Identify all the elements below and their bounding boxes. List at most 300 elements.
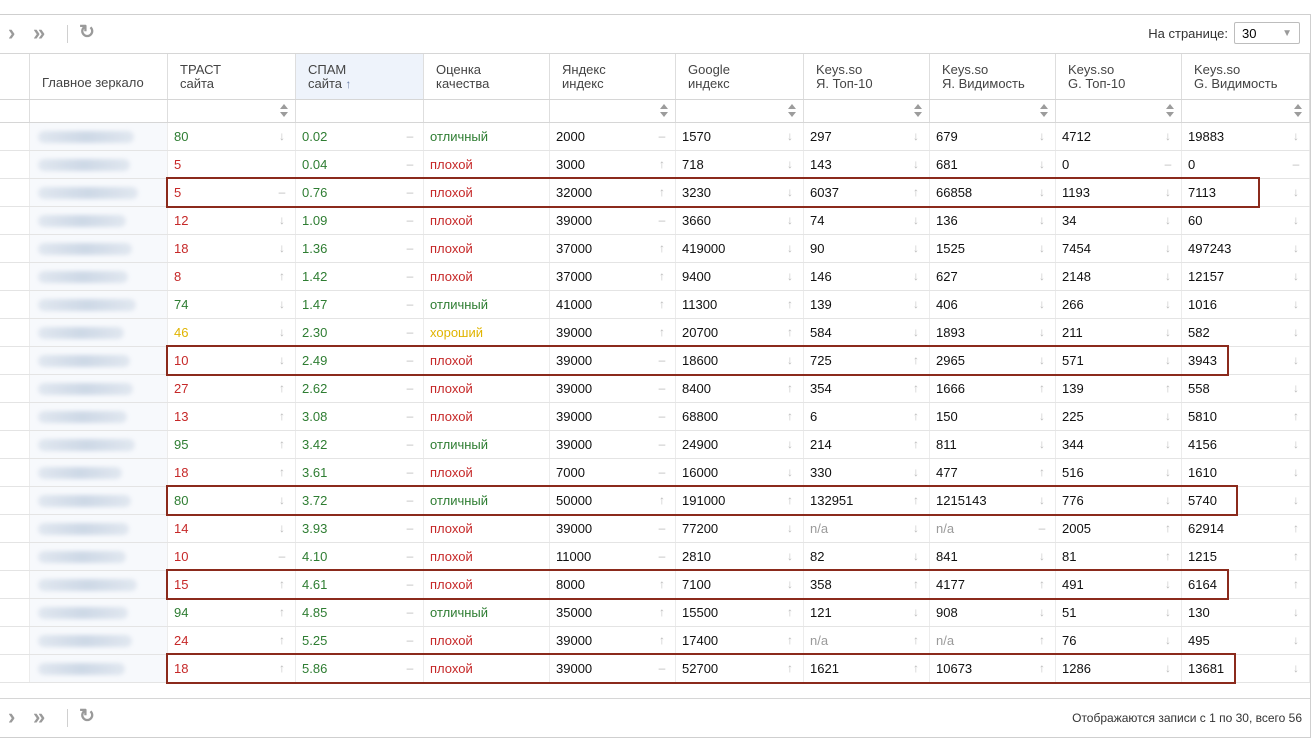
trend-down-icon: ↓ bbox=[1165, 493, 1171, 507]
double-chevron-right-icon[interactable]: » bbox=[33, 20, 46, 45]
cell-value: 37000 bbox=[556, 269, 593, 284]
redacted-domain bbox=[38, 439, 135, 451]
cell-yi bbox=[550, 515, 676, 542]
trend-down-icon: ↓ bbox=[1039, 185, 1045, 199]
cell-value: 6037 bbox=[810, 185, 839, 200]
cell-value: 1193 bbox=[1062, 185, 1090, 200]
cell-yi bbox=[550, 179, 676, 206]
filter-input-gt[interactable] bbox=[1056, 100, 1182, 122]
header-line-1: ТРАСТ bbox=[180, 62, 222, 77]
cell-spam bbox=[296, 515, 424, 542]
table-row[interactable] bbox=[0, 431, 1310, 459]
cell-gi bbox=[676, 543, 804, 570]
trend-down-icon: ↓ bbox=[1039, 353, 1045, 367]
trend-down-icon: ↓ bbox=[787, 577, 793, 591]
cell-value: 82 bbox=[810, 549, 825, 564]
column-header-gi[interactable] bbox=[676, 54, 804, 99]
cell-value: 52700 bbox=[682, 661, 719, 676]
trend-down-icon: ↓ bbox=[1039, 325, 1045, 339]
cell-yt bbox=[804, 459, 930, 486]
cell-value: 39000 bbox=[556, 437, 593, 452]
trend-down-icon: ↓ bbox=[787, 465, 793, 479]
table-row[interactable] bbox=[0, 235, 1310, 263]
cell-value: 354 bbox=[810, 381, 832, 396]
trend-up-icon: ↑ bbox=[787, 493, 793, 507]
cell-gt bbox=[1056, 151, 1182, 178]
cell-qual bbox=[424, 515, 550, 542]
trend-down-icon: ↓ bbox=[1293, 213, 1299, 227]
trend-up-icon: ↑ bbox=[659, 157, 665, 171]
trend-flat-icon: – bbox=[406, 633, 414, 647]
column-header-qual[interactable] bbox=[424, 54, 550, 99]
cell-qual bbox=[424, 123, 550, 150]
cell-gi bbox=[676, 151, 804, 178]
trend-flat-icon: – bbox=[658, 409, 666, 423]
cell-value: 74 bbox=[810, 213, 825, 228]
cell-gi bbox=[676, 655, 804, 682]
trend-flat-icon: – bbox=[406, 521, 414, 535]
table-row[interactable] bbox=[0, 627, 1310, 655]
cell-gv bbox=[1182, 263, 1310, 290]
cell-value: 558 bbox=[1188, 381, 1210, 396]
trend-up-icon: ↑ bbox=[1165, 549, 1171, 563]
row-stub bbox=[0, 403, 30, 430]
column-header-spam[interactable] bbox=[296, 54, 424, 99]
cell-gt bbox=[1056, 515, 1182, 542]
cell-value: 225 bbox=[1062, 409, 1084, 424]
table-row[interactable] bbox=[0, 655, 1310, 683]
trend-up-icon: ↑ bbox=[913, 353, 919, 367]
cell-gt bbox=[1056, 291, 1182, 318]
trend-down-icon: ↓ bbox=[1293, 465, 1299, 479]
redacted-domain bbox=[38, 635, 132, 647]
cell-gt bbox=[1056, 263, 1182, 290]
double-chevron-right-icon[interactable]: » bbox=[33, 704, 46, 729]
per-page-value: 30 bbox=[1242, 25, 1257, 41]
table-row[interactable] bbox=[0, 515, 1310, 543]
header-line-2 bbox=[816, 77, 929, 91]
cell-gi bbox=[676, 123, 804, 150]
cell-yi bbox=[550, 347, 676, 374]
trend-down-icon: ↓ bbox=[787, 353, 793, 367]
trend-down-icon: ↓ bbox=[1039, 297, 1045, 311]
cell-value: 8000 bbox=[556, 577, 585, 592]
trend-up-icon: ↑ bbox=[787, 381, 793, 395]
sort-spinner-icon[interactable] bbox=[1294, 104, 1302, 117]
cell-value: 32000 bbox=[556, 185, 593, 200]
header-label: Я. Топ-10 bbox=[816, 76, 873, 91]
trend-down-icon: ↓ bbox=[913, 297, 919, 311]
cell-spam bbox=[296, 123, 424, 150]
trend-up-icon: ↑ bbox=[659, 633, 665, 647]
trend-down-icon: ↓ bbox=[787, 241, 793, 255]
table-row[interactable] bbox=[0, 291, 1310, 319]
cell-yt bbox=[804, 375, 930, 402]
cell-yt bbox=[804, 543, 930, 570]
trend-down-icon: ↓ bbox=[787, 549, 793, 563]
refresh-icon[interactable]: ↻ bbox=[79, 706, 95, 727]
trend-down-icon: ↓ bbox=[1293, 437, 1299, 451]
mirror-cell-blurred bbox=[30, 571, 168, 598]
cell-value: 146 bbox=[810, 269, 832, 284]
cell-value: 516 bbox=[1062, 465, 1084, 480]
cell-gt bbox=[1056, 207, 1182, 234]
cell-value: плохой bbox=[430, 465, 473, 480]
filter-input-gv[interactable] bbox=[1182, 100, 1310, 122]
cell-value: плохой bbox=[430, 633, 473, 648]
trend-down-icon: ↓ bbox=[1293, 185, 1299, 199]
sort-spinner-icon[interactable] bbox=[788, 104, 796, 117]
cell-value: 19883 bbox=[1188, 129, 1225, 144]
trend-flat-icon: – bbox=[658, 521, 666, 535]
redacted-domain bbox=[38, 271, 128, 283]
trend-down-icon: ↓ bbox=[1293, 325, 1299, 339]
table-row[interactable] bbox=[0, 375, 1310, 403]
refresh-icon[interactable]: ↻ bbox=[79, 22, 95, 43]
cell-value: 841 bbox=[936, 549, 958, 564]
cell-gi bbox=[676, 347, 804, 374]
cell-yv bbox=[930, 403, 1056, 430]
header-line-2 bbox=[1068, 77, 1181, 91]
trend-down-icon: ↓ bbox=[279, 297, 285, 311]
cell-value: 776 bbox=[1062, 493, 1084, 508]
per-page-control bbox=[1148, 22, 1300, 44]
cell-value: 51 bbox=[1062, 605, 1077, 620]
table-row[interactable] bbox=[0, 123, 1310, 151]
trend-down-icon: ↓ bbox=[279, 129, 285, 143]
trend-down-icon: ↓ bbox=[787, 213, 793, 227]
cell-value: 7100 bbox=[682, 577, 711, 592]
top-toolbar bbox=[0, 15, 1310, 54]
cell-value: 14 bbox=[174, 521, 189, 536]
cell-value: 7000 bbox=[556, 465, 585, 480]
cell-value: 3660 bbox=[682, 213, 711, 228]
cell-yi bbox=[550, 207, 676, 234]
cell-spam bbox=[296, 291, 424, 318]
column-header-yt[interactable] bbox=[804, 54, 930, 99]
trend-down-icon: ↓ bbox=[1039, 241, 1045, 255]
column-header-yi[interactable] bbox=[550, 54, 676, 99]
trend-down-icon: ↓ bbox=[1165, 269, 1171, 283]
cell-spam bbox=[296, 655, 424, 682]
cell-value: 39000 bbox=[556, 325, 593, 340]
table-row[interactable] bbox=[0, 571, 1310, 599]
table-row[interactable] bbox=[0, 543, 1310, 571]
trend-down-icon: ↓ bbox=[279, 521, 285, 535]
cell-yv bbox=[930, 515, 1056, 542]
trend-down-icon: ↓ bbox=[1293, 353, 1299, 367]
column-header-gt[interactable] bbox=[1056, 54, 1182, 99]
cell-value: хороший bbox=[430, 325, 483, 340]
trend-down-icon: ↓ bbox=[1293, 493, 1299, 507]
cell-value: 15500 bbox=[682, 605, 719, 620]
chevron-right-icon[interactable]: › bbox=[8, 20, 16, 45]
cell-value: 681 bbox=[936, 157, 958, 172]
cell-yv bbox=[930, 207, 1056, 234]
row-stub bbox=[0, 347, 30, 374]
cell-value: 12157 bbox=[1188, 269, 1225, 284]
cell-gv bbox=[1182, 487, 1310, 514]
trend-up-icon: ↑ bbox=[659, 325, 665, 339]
trend-down-icon: ↓ bbox=[913, 605, 919, 619]
cell-value: n/a bbox=[810, 521, 829, 536]
cell-value: 24 bbox=[174, 633, 189, 648]
cell-value: отличный bbox=[430, 493, 489, 508]
cell-value: 39000 bbox=[556, 381, 593, 396]
table-row[interactable] bbox=[0, 207, 1310, 235]
filter-input-gi[interactable] bbox=[676, 100, 804, 122]
table-row[interactable] bbox=[0, 459, 1310, 487]
cell-spam bbox=[296, 459, 424, 486]
cell-value: 811 bbox=[936, 437, 957, 452]
cell-yt bbox=[804, 487, 930, 514]
table-row[interactable] bbox=[0, 347, 1310, 375]
cell-trust bbox=[168, 319, 296, 346]
table-row[interactable] bbox=[0, 599, 1310, 627]
cell-gt bbox=[1056, 123, 1182, 150]
trend-up-icon: ↑ bbox=[787, 409, 793, 423]
trend-flat-icon: – bbox=[278, 185, 286, 199]
sort-spinner-icon[interactable] bbox=[660, 104, 668, 117]
trend-up-icon: ↑ bbox=[279, 409, 285, 423]
filter-input-yi[interactable] bbox=[550, 100, 676, 122]
trend-down-icon: ↓ bbox=[1165, 409, 1171, 423]
cell-yv bbox=[930, 347, 1056, 374]
cell-value: 80 bbox=[174, 129, 189, 144]
cell-value: 4156 bbox=[1188, 437, 1217, 452]
table-row[interactable] bbox=[0, 319, 1310, 347]
cell-value: 139 bbox=[810, 297, 832, 312]
cell-gv bbox=[1182, 319, 1310, 346]
trend-up-icon: ↑ bbox=[913, 633, 919, 647]
trend-flat-icon: – bbox=[406, 549, 414, 563]
row-stub bbox=[0, 263, 30, 290]
cell-gi bbox=[676, 375, 804, 402]
cell-qual bbox=[424, 459, 550, 486]
cell-value: 5.86 bbox=[302, 661, 328, 676]
trend-flat-icon: – bbox=[406, 577, 414, 591]
trend-up-icon: ↑ bbox=[659, 493, 665, 507]
cell-spam bbox=[296, 627, 424, 654]
trend-up-icon: ↑ bbox=[787, 605, 793, 619]
cell-yi bbox=[550, 571, 676, 598]
cell-value: 60 bbox=[1188, 213, 1203, 228]
trend-up-icon: ↑ bbox=[913, 577, 919, 591]
cell-value: 62914 bbox=[1188, 521, 1225, 536]
header-label: Я. Видимость bbox=[942, 76, 1025, 91]
trend-up-icon: ↑ bbox=[279, 437, 285, 451]
row-stub bbox=[0, 291, 30, 318]
cell-gv bbox=[1182, 123, 1310, 150]
cell-trust bbox=[168, 375, 296, 402]
trend-up-icon: ↑ bbox=[1039, 633, 1045, 647]
cell-qual bbox=[424, 347, 550, 374]
filter-input-mirror[interactable] bbox=[30, 100, 168, 122]
trend-down-icon: ↓ bbox=[1039, 157, 1045, 171]
trend-flat-icon: – bbox=[658, 549, 666, 563]
cell-trust bbox=[168, 459, 296, 486]
cell-value: плохой bbox=[430, 577, 473, 592]
chevron-right-icon[interactable]: › bbox=[8, 704, 16, 729]
cell-value: 39000 bbox=[556, 661, 593, 676]
cell-yi bbox=[550, 123, 676, 150]
sort-spinner-icon[interactable] bbox=[1040, 104, 1048, 117]
cell-gi bbox=[676, 627, 804, 654]
cell-gi bbox=[676, 431, 804, 458]
trend-down-icon: ↓ bbox=[787, 521, 793, 535]
cell-value: 584 bbox=[810, 325, 832, 340]
trend-down-icon: ↓ bbox=[1293, 633, 1299, 647]
header-line-2 bbox=[436, 77, 549, 91]
filter-row bbox=[0, 100, 1310, 123]
cell-value: 0.76 bbox=[302, 185, 328, 200]
table-row[interactable] bbox=[0, 487, 1310, 515]
cell-qual bbox=[424, 571, 550, 598]
cell-value: 5740 bbox=[1188, 493, 1217, 508]
column-header-gv[interactable] bbox=[1182, 54, 1310, 99]
trend-flat-icon: – bbox=[406, 409, 414, 423]
cell-value: 330 bbox=[810, 465, 832, 480]
trend-flat-icon: – bbox=[406, 157, 414, 171]
trend-up-icon: ↑ bbox=[279, 633, 285, 647]
trend-up-icon: ↑ bbox=[1293, 521, 1299, 535]
cell-value: плохой bbox=[430, 269, 473, 284]
trend-flat-icon: – bbox=[658, 129, 666, 143]
cell-value: 718 bbox=[682, 157, 704, 172]
header-line-2 bbox=[180, 77, 295, 91]
cell-value: 5810 bbox=[1188, 409, 1217, 424]
table-row[interactable] bbox=[0, 179, 1310, 207]
cell-qual bbox=[424, 627, 550, 654]
cell-yt bbox=[804, 319, 930, 346]
cell-value: 477 bbox=[936, 465, 958, 480]
trend-down-icon: ↓ bbox=[1165, 325, 1171, 339]
table-row[interactable] bbox=[0, 263, 1310, 291]
trend-down-icon: ↓ bbox=[787, 129, 793, 143]
trend-down-icon: ↓ bbox=[1039, 269, 1045, 283]
cell-yt bbox=[804, 515, 930, 542]
cell-value: 10 bbox=[174, 353, 189, 368]
column-header-yv[interactable] bbox=[930, 54, 1056, 99]
cell-trust bbox=[168, 543, 296, 570]
mirror-cell-blurred bbox=[30, 599, 168, 626]
cell-gv bbox=[1182, 375, 1310, 402]
cell-gi bbox=[676, 207, 804, 234]
cell-value: 3.72 bbox=[302, 493, 328, 508]
table-row[interactable] bbox=[0, 151, 1310, 179]
cell-qual bbox=[424, 431, 550, 458]
cell-value: 3.61 bbox=[302, 465, 328, 480]
cell-value: 1.36 bbox=[302, 241, 328, 256]
cell-value: 358 bbox=[810, 577, 832, 592]
cell-trust bbox=[168, 403, 296, 430]
filter-input-spam[interactable] bbox=[296, 100, 424, 122]
cell-value: 39000 bbox=[556, 633, 593, 648]
trend-flat-icon: – bbox=[1164, 157, 1172, 171]
cell-value: 80 bbox=[174, 493, 189, 508]
cell-value: 582 bbox=[1188, 325, 1210, 340]
filter-input-yv[interactable] bbox=[930, 100, 1056, 122]
cell-gi bbox=[676, 487, 804, 514]
header-line-2 bbox=[688, 77, 803, 91]
trend-up-icon: ↑ bbox=[1293, 549, 1299, 563]
cell-value: 90 bbox=[810, 241, 825, 256]
cell-value: 4.85 bbox=[302, 605, 328, 620]
cell-value: 1286 bbox=[1062, 661, 1091, 676]
trend-up-icon: ↑ bbox=[659, 577, 665, 591]
cell-value: 2.62 bbox=[302, 381, 328, 396]
trend-up-icon: ↑ bbox=[279, 465, 285, 479]
header-line-2 bbox=[562, 77, 675, 91]
cell-trust bbox=[168, 179, 296, 206]
sort-ascending-icon[interactable]: ↑ bbox=[342, 77, 352, 91]
trend-down-icon: ↓ bbox=[1039, 605, 1045, 619]
trend-down-icon: ↓ bbox=[1039, 129, 1045, 143]
column-header-mirror[interactable] bbox=[30, 54, 168, 99]
mirror-cell-blurred bbox=[30, 151, 168, 178]
trend-up-icon: ↑ bbox=[913, 409, 919, 423]
trend-up-icon: ↑ bbox=[913, 185, 919, 199]
cell-value: 1.42 bbox=[302, 269, 328, 284]
redacted-domain bbox=[38, 327, 124, 339]
trend-flat-icon: – bbox=[1292, 157, 1300, 171]
trend-down-icon: ↓ bbox=[913, 325, 919, 339]
cell-value: 1610 bbox=[1188, 465, 1217, 480]
sort-spinner-icon[interactable] bbox=[1166, 104, 1174, 117]
cell-value: 150 bbox=[936, 409, 958, 424]
column-header-trust[interactable] bbox=[168, 54, 296, 99]
mirror-cell-blurred bbox=[30, 459, 168, 486]
trend-flat-icon: – bbox=[406, 493, 414, 507]
cell-value: 66858 bbox=[936, 185, 973, 200]
filter-input-trust[interactable] bbox=[168, 100, 296, 122]
cell-value: 0.02 bbox=[302, 129, 328, 144]
trend-flat-icon: – bbox=[658, 353, 666, 367]
trend-down-icon: ↓ bbox=[1293, 129, 1299, 143]
cell-value: 136 bbox=[936, 213, 958, 228]
cell-value: 39000 bbox=[556, 521, 593, 536]
trend-down-icon: ↓ bbox=[1165, 661, 1171, 675]
cell-gt bbox=[1056, 571, 1182, 598]
cell-value: 3.42 bbox=[302, 437, 328, 452]
cell-yv bbox=[930, 319, 1056, 346]
header-line-1: Keys.so bbox=[1194, 62, 1241, 77]
cell-value: 41000 bbox=[556, 297, 593, 312]
filter-input-yt[interactable] bbox=[804, 100, 930, 122]
header-row bbox=[0, 54, 1310, 100]
cell-value: 15 bbox=[174, 577, 189, 592]
trend-down-icon: ↓ bbox=[279, 241, 285, 255]
trend-down-icon: ↓ bbox=[913, 269, 919, 283]
trend-down-icon: ↓ bbox=[787, 437, 793, 451]
trend-down-icon: ↓ bbox=[913, 129, 919, 143]
cell-yv bbox=[930, 655, 1056, 682]
cell-gi bbox=[676, 599, 804, 626]
header-line-2 bbox=[942, 77, 1055, 91]
cell-value: плохой bbox=[430, 549, 473, 564]
filter-input-qual[interactable] bbox=[424, 100, 550, 122]
cell-value: 571 bbox=[1062, 353, 1084, 368]
cell-gi bbox=[676, 403, 804, 430]
table-row[interactable] bbox=[0, 403, 1310, 431]
per-page-select[interactable] bbox=[1234, 22, 1300, 44]
sort-spinner-icon[interactable] bbox=[280, 104, 288, 117]
trend-flat-icon: – bbox=[406, 269, 414, 283]
sort-spinner-icon[interactable] bbox=[914, 104, 922, 117]
cell-qual bbox=[424, 655, 550, 682]
cell-value: 8400 bbox=[682, 381, 711, 396]
cell-spam bbox=[296, 319, 424, 346]
